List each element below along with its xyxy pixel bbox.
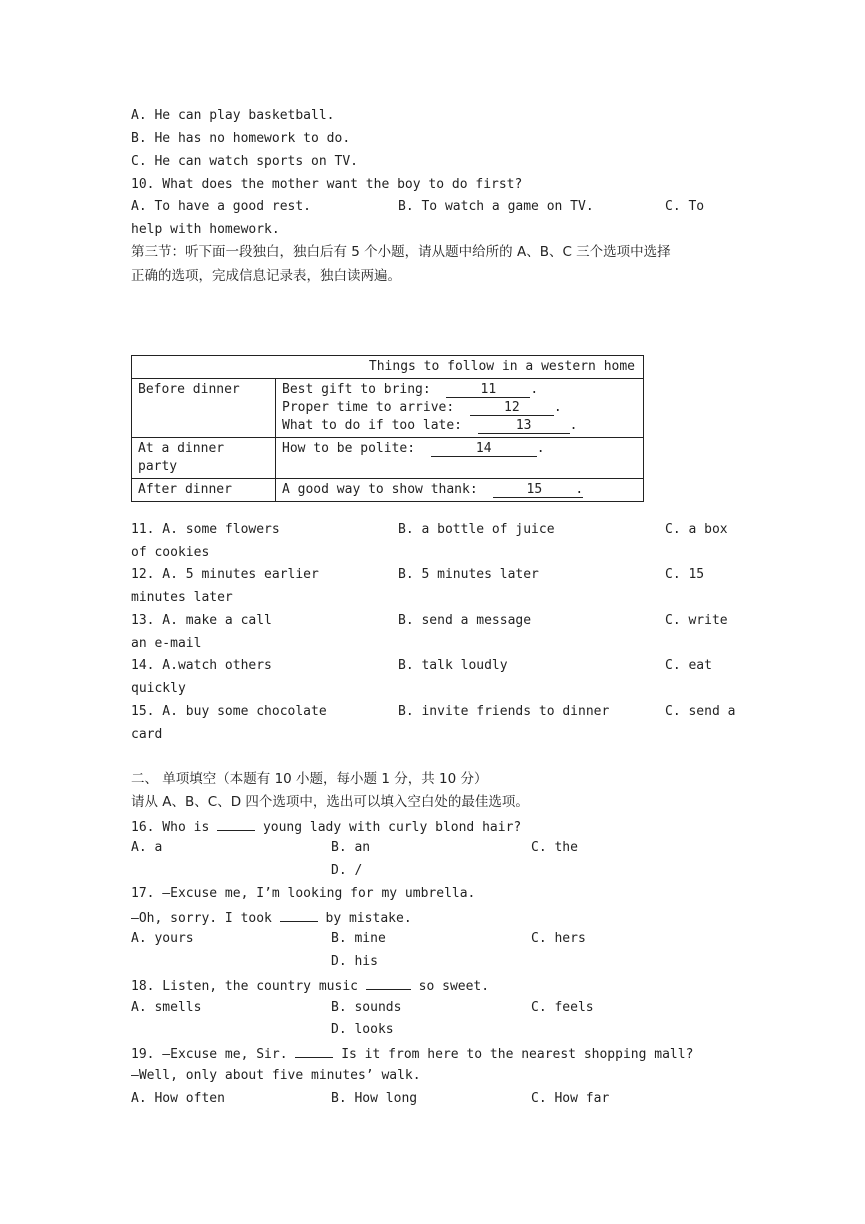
q18-blank [366, 976, 411, 990]
q19-option-b: B. How long [331, 1091, 418, 1106]
q17-option-b: B. mine [331, 931, 386, 946]
q15-option-b: B. invite friends to dinner [398, 704, 610, 719]
q16-option-a: A. a [131, 840, 163, 855]
section3-instruction-2: 正确的选项，完成信息记录表，独白读两遍。 [131, 268, 401, 284]
q19-blank [295, 1044, 333, 1058]
q17-option-a: A. yours [131, 931, 194, 946]
table-header: Things to follow in a western home [132, 356, 644, 379]
q11-option-b: B. a bottle of juice [398, 522, 555, 537]
row-label-dinner-party: At a dinner party [132, 438, 276, 479]
q10-option-a: A. To have a good rest. [131, 199, 312, 214]
q12-option-a: 12. A. 5 minutes earlier [131, 567, 319, 582]
q10-option-c-cont: help with homework. [131, 222, 280, 237]
q19-line1: 19. —Excuse me, Sir. Is it from here to the nearest shopping mall? [131, 1044, 693, 1064]
item-polite: How to be polite: 14 . [282, 441, 545, 456]
q18-option-b: B. sounds [331, 1000, 402, 1015]
blank-13: 13 [478, 418, 570, 434]
row-label-before-dinner: Before dinner [132, 379, 276, 438]
q14-option-c-cont: quickly [131, 681, 186, 696]
q12-option-c-cont: minutes later [131, 590, 233, 605]
blank-15: 15 [493, 482, 575, 498]
item-gift: Best gift to bring: 11 . [282, 382, 539, 397]
q11-option-a: 11. A. some flowers [131, 522, 280, 537]
q14-option-a: 14. A.watch others [131, 658, 272, 673]
q17-line2: —Oh, sorry. I took by mistake. [131, 908, 412, 928]
q10-stem: 10. What does the mother want the boy to do first? [131, 177, 523, 192]
q14-option-c: C. eat [665, 658, 712, 673]
q18-option-a: A. smells [131, 1000, 202, 1015]
q17-option-d: D. his [331, 954, 378, 969]
q14-option-b: B. talk loudly [398, 658, 508, 673]
q10-option-c: C. To [665, 199, 705, 214]
q16-option-c: C. the [531, 840, 578, 855]
q17-line1: 17. —Excuse me, I’m looking for my umbrella. [131, 886, 476, 901]
q9-option-a: A. He can play basketball. [131, 108, 335, 123]
item-arrive: Proper time to arrive: 12 . [282, 400, 562, 415]
q11-option-c: C. a box [665, 522, 728, 537]
item-thank: A good way to show thank: 15 . [282, 482, 584, 497]
q16-option-b: B. an [331, 840, 371, 855]
row-items-before-dinner [276, 379, 644, 438]
q18-option-d: D. looks [331, 1022, 394, 1037]
q17-option-c: C. hers [531, 931, 586, 946]
q11-option-c-cont: of cookies [131, 545, 210, 560]
blank-14: 14 [431, 441, 537, 457]
item-late: What to do if too late: 13 . [282, 418, 578, 433]
q18-option-c: C. feels [531, 1000, 594, 1015]
q19-option-a: A. How often [131, 1091, 225, 1106]
q13-option-c-cont: an e-mail [131, 636, 202, 651]
blank-12: 12 [470, 400, 554, 416]
q15-option-c-cont: card [131, 727, 163, 742]
section3-instruction-1: 第三节：听下面一段独白，独白后有 5 个小题，请从题中给所的 A、B、C 三个选项中选择 [131, 244, 671, 260]
q16-option-d: D. / [331, 863, 363, 878]
row-items-after-dinner [276, 479, 644, 502]
q13-option-a: 13. A. make a call [131, 613, 272, 628]
q9-option-b: B. He has no homework to do. [131, 131, 351, 146]
section-choice-instruction: 请从 A、B、C、D 四个选项中，选出可以填入空白处的最佳选项。 [131, 794, 529, 810]
q17-blank [280, 908, 318, 922]
row-items-dinner-party [276, 438, 644, 479]
q16-blank [217, 817, 255, 831]
q15-option-c: C. send a [665, 704, 736, 719]
q10-option-b: B. To watch a game on TV. [398, 199, 594, 214]
q15-option-a: 15. A. buy some chocolate [131, 704, 327, 719]
q16-stem: 16. Who is young lady with curly blond hair? [131, 817, 521, 837]
info-table [131, 355, 644, 502]
q9-option-c: C. He can watch sports on TV. [131, 154, 358, 169]
section-choice-title: 二、 单项填空（本题有 10 小题，每小题 1 分，共 10 分） [131, 771, 488, 787]
q13-option-c: C. write [665, 613, 728, 628]
q12-option-c: C. 15 [665, 567, 705, 582]
q19-option-c: C. How far [531, 1091, 610, 1106]
q13-option-b: B. send a message [398, 613, 532, 628]
blank-11: 11 [446, 382, 530, 398]
q12-option-b: B. 5 minutes later [398, 567, 539, 582]
q19-line2: —Well, only about five minutes’ walk. [131, 1068, 421, 1083]
q18-stem: 18. Listen, the country music so sweet. [131, 976, 489, 996]
row-label-after-dinner: After dinner [132, 479, 276, 502]
